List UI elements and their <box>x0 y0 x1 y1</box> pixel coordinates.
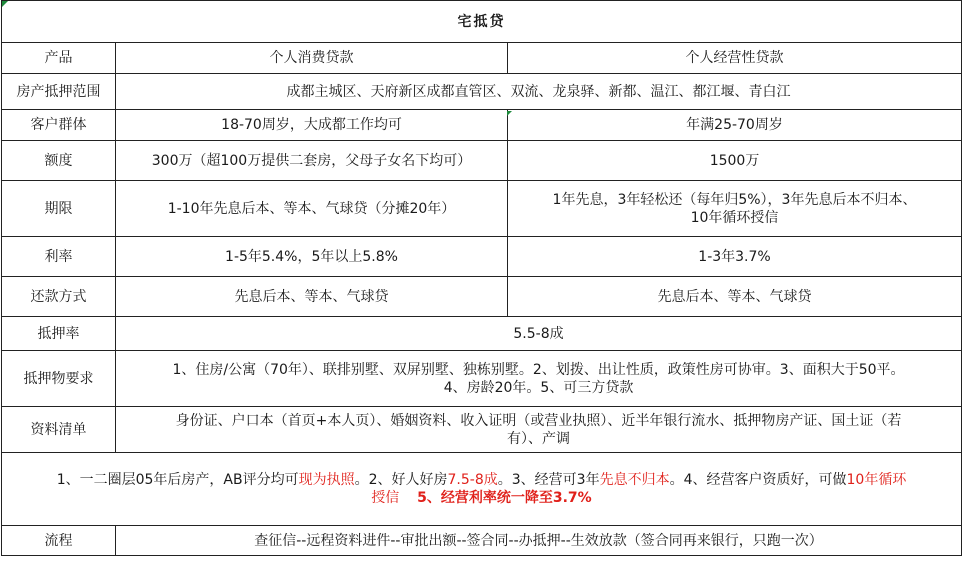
collateral-row <box>2 351 962 407</box>
documents-row <box>2 407 962 453</box>
rate-label-cell[interactable]: 利率 <box>2 237 116 277</box>
documents-line-1: 身份证、户口本（首页+本人页）、婚姻资料、收入证明（或营业执照）、近半年银行流水、抵押物房产证、国土证（若 <box>175 412 902 429</box>
comment-indicator-icon <box>2 1 8 7</box>
term-row <box>2 181 962 237</box>
loan-product-table <box>1 0 962 556</box>
collateral-label-cell[interactable]: 抵押物要求 <box>2 351 116 407</box>
collateral-value-cell[interactable] <box>116 351 962 407</box>
cell-error-indicator-icon <box>507 111 512 116</box>
header-label-cell[interactable]: 产品 <box>2 43 116 74</box>
note-segment-1: 1、一二圈层05年后房产，AB评分均可 <box>56 472 299 488</box>
repayment-row <box>2 277 962 317</box>
note-segment-2: 。2、好人好房 <box>354 472 448 488</box>
clients-business-cell[interactable]: 年满25-70周岁 <box>508 110 962 141</box>
clients-personal-cell[interactable]: 18-70周岁，大成都工作均可 <box>116 110 508 141</box>
process-label-cell[interactable]: 流程 <box>2 526 116 556</box>
amount-business-cell[interactable]: 1500万 <box>508 141 962 181</box>
rate-business-cell[interactable]: 1-3年3.7% <box>508 237 962 277</box>
ltv-label-cell[interactable]: 抵押率 <box>2 317 116 351</box>
repayment-label-cell[interactable]: 还款方式 <box>2 277 116 317</box>
documents-line-2: 有）、产调 <box>507 430 570 447</box>
sheet-title[interactable]: 宅抵贷 <box>2 1 962 43</box>
term-business-cell[interactable] <box>508 181 962 237</box>
header-row <box>2 43 962 74</box>
term-label-cell[interactable]: 期限 <box>2 181 116 237</box>
scope-label-cell[interactable]: 房产抵押范围 <box>2 74 116 110</box>
note-segment-4: 。4、经营客户资质好，可做 <box>669 472 847 488</box>
note-highlight-10-year: 10年循环 <box>846 472 907 488</box>
term-personal-cell[interactable]: 1-10年先息后本、等本、气球贷（分摊20年） <box>116 181 508 237</box>
note-highlight-interest-only: 先息不归本 <box>599 472 670 488</box>
scope-row <box>2 74 962 110</box>
repayment-business-cell[interactable]: 先息后本、等本、气球贷 <box>508 277 962 317</box>
rate-row <box>2 237 962 277</box>
amount-personal-cell[interactable]: 300万（超100万提供二套房，父母子女名下均可） <box>116 141 508 181</box>
amount-label-cell[interactable]: 额度 <box>2 141 116 181</box>
notes-cell[interactable] <box>2 453 962 526</box>
title-row <box>2 1 962 43</box>
term-business-line-1: 1年先息，3年轻松还（每年归5%），3年先息后本不归本、 <box>552 191 917 208</box>
process-row <box>2 526 962 556</box>
collateral-line-1: 1、住房/公寓（70年）、联排别墅、双屏别墅、独栋别墅。2、划拨、出让性质，政策性房可协审。3、面积大于50平。 <box>172 361 905 378</box>
note-highlight-rate-cut: 5、经营利率统一降至3.7% <box>417 490 592 506</box>
clients-label-cell[interactable]: 客户群体 <box>2 110 116 141</box>
clients-row <box>2 110 962 141</box>
note-highlight-license: 现为执照 <box>298 472 355 488</box>
rate-personal-cell[interactable]: 1-5年5.4%，5年以上5.8% <box>116 237 508 277</box>
repayment-personal-cell[interactable]: 先息后本、等本、气球贷 <box>116 277 508 317</box>
header-personal-cell[interactable]: 个人消费贷款 <box>116 43 508 74</box>
ltv-value-cell[interactable]: 5.5-8成 <box>116 317 962 351</box>
scope-value-cell[interactable]: 成都主城区、天府新区成都直管区、双流、龙泉驿、新都、温江、都江堰、青白江 <box>116 74 962 110</box>
term-business-line-2: 10年循环授信 <box>690 209 779 226</box>
ltv-row <box>2 317 962 351</box>
note-segment-3: 。3、经营可3年 <box>497 472 600 488</box>
notes-row <box>2 453 962 526</box>
amount-row <box>2 141 962 181</box>
note-highlight-ltv: 7.5-8成 <box>447 472 498 488</box>
documents-label-cell[interactable]: 资料清单 <box>2 407 116 453</box>
process-value-cell[interactable]: 查征信--远程资料进件--审批出额--签合同--办抵押--生效放款（签合同再来银行，只跑一次） <box>116 526 962 556</box>
documents-value-cell[interactable] <box>116 407 962 453</box>
header-business-cell[interactable]: 个人经营性贷款 <box>508 43 962 74</box>
collateral-line-2: 4、房龄20年。5、可三方贷款 <box>443 379 634 396</box>
note-highlight-credit: 授信 <box>371 490 400 506</box>
